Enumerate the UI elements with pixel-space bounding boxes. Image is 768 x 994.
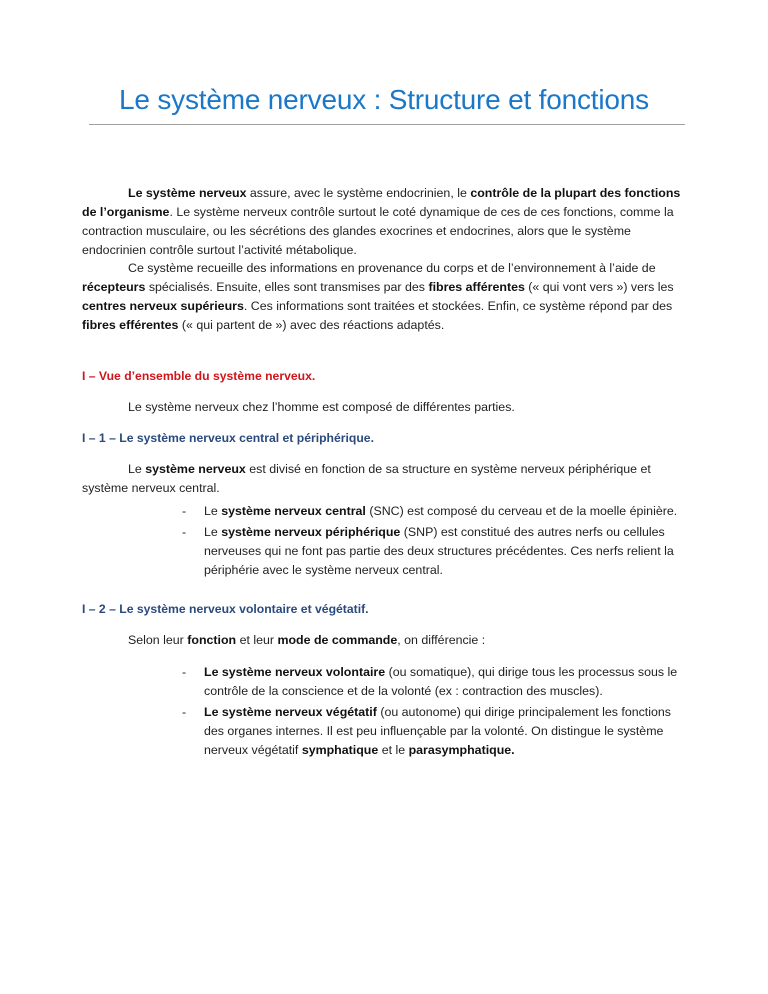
bold-text: centres nerveux supérieurs (82, 299, 244, 313)
text: , on différencie : (397, 633, 486, 647)
subsection-heading-1-2: I – 2 – Le système nerveux volontaire et végétatif. (82, 602, 369, 616)
subsection-1-2-paragraph (82, 631, 688, 650)
section-heading-1: I – Vue d’ensemble du système nerveux. (82, 369, 316, 383)
text: (« qui partent de ») avec des réactions adaptés. (178, 318, 445, 332)
bold-text: Le système nerveux (128, 186, 247, 200)
section-1-paragraph (82, 398, 688, 417)
text: assure, avec le système endocrinien, le (246, 186, 471, 200)
bold-text: système nerveux central (221, 504, 366, 518)
list-item (204, 523, 688, 580)
bold-text: récepteurs (82, 280, 146, 294)
bold-text: fibres efférentes (82, 318, 179, 332)
list-item (204, 502, 688, 521)
text: (ou somatique), qui dirige tous les processus sous le contrôle de la conscience et de la volonté (ex : contraction des muscles). (204, 665, 678, 698)
text: . Ces informations sont traitées et stockées. Enfin, ce système répond par des (243, 299, 673, 313)
text: Le (204, 504, 222, 518)
text: et le (378, 743, 409, 757)
text: Le système nerveux chez l’homme est composé de différentes parties. (128, 400, 515, 414)
text: (« qui vont vers ») vers les (524, 280, 674, 294)
subsection-1-1-paragraph (82, 460, 688, 498)
text: . Le système nerveux contrôle surtout le coté dynamique de ces de ces fonctions, comme la contraction musculaire, ou les sécrétions des glandes exocrines et endocrines, alors que le système endocrinien contrôle surtout l’activité métabolique. (82, 205, 674, 257)
title-divider (89, 124, 685, 125)
bold-text: parasymphatique. (408, 743, 515, 757)
text: Le (204, 525, 222, 539)
intro-paragraph-1 (82, 184, 688, 260)
bold-text: fibres afférentes (428, 280, 525, 294)
text: et leur (236, 633, 278, 647)
bold-text: Le système nerveux volontaire (204, 665, 386, 679)
text: Selon leur (128, 633, 188, 647)
bold-text: système nerveux périphérique (221, 525, 401, 539)
bold-text: fonction (187, 633, 237, 647)
bold-text: contrôle de la plupart des fonctions de l’organisme (82, 186, 681, 219)
bold-text: Le système nerveux végétatif (204, 705, 377, 719)
subsection-1-2-list (204, 663, 688, 762)
text: Le (128, 462, 146, 476)
text: (ou autonome) qui dirige principalement les fonctions des organes internes. Il est peu influençable par la volonté. On distingue le système nerveux végétatif (204, 705, 671, 757)
text: Ce système recueille des informations en provenance du corps et de l’environnement à l’aide de (128, 261, 656, 275)
bold-text: système nerveux (145, 462, 246, 476)
subsection-1-1-list (204, 502, 688, 582)
subsection-heading-1-1: I – 1 – Le système nerveux central et périphérique. (82, 431, 374, 445)
list-item (204, 663, 688, 701)
intro-paragraph-2 (82, 259, 688, 335)
document-title: Le système nerveux : Structure et fonctions (119, 84, 649, 115)
bold-text: symphatique (301, 743, 379, 757)
list-item (204, 703, 688, 760)
bold-text: mode de commande (277, 633, 398, 647)
text: (SNP) est constitué des autres nerfs ou cellules nerveuses qui ne font pas partie des deux structures précédentes. Ces nerfs relient la périphérie avec le système nerveux central. (204, 525, 674, 577)
text: est divisé en fonction de sa structure en système nerveux périphérique et système nerveux central. (82, 462, 651, 495)
text: (SNC) est composé du cerveau et de la moelle épinière. (365, 504, 678, 518)
text: spécialisés. Ensuite, elles sont transmises par des (145, 280, 429, 294)
